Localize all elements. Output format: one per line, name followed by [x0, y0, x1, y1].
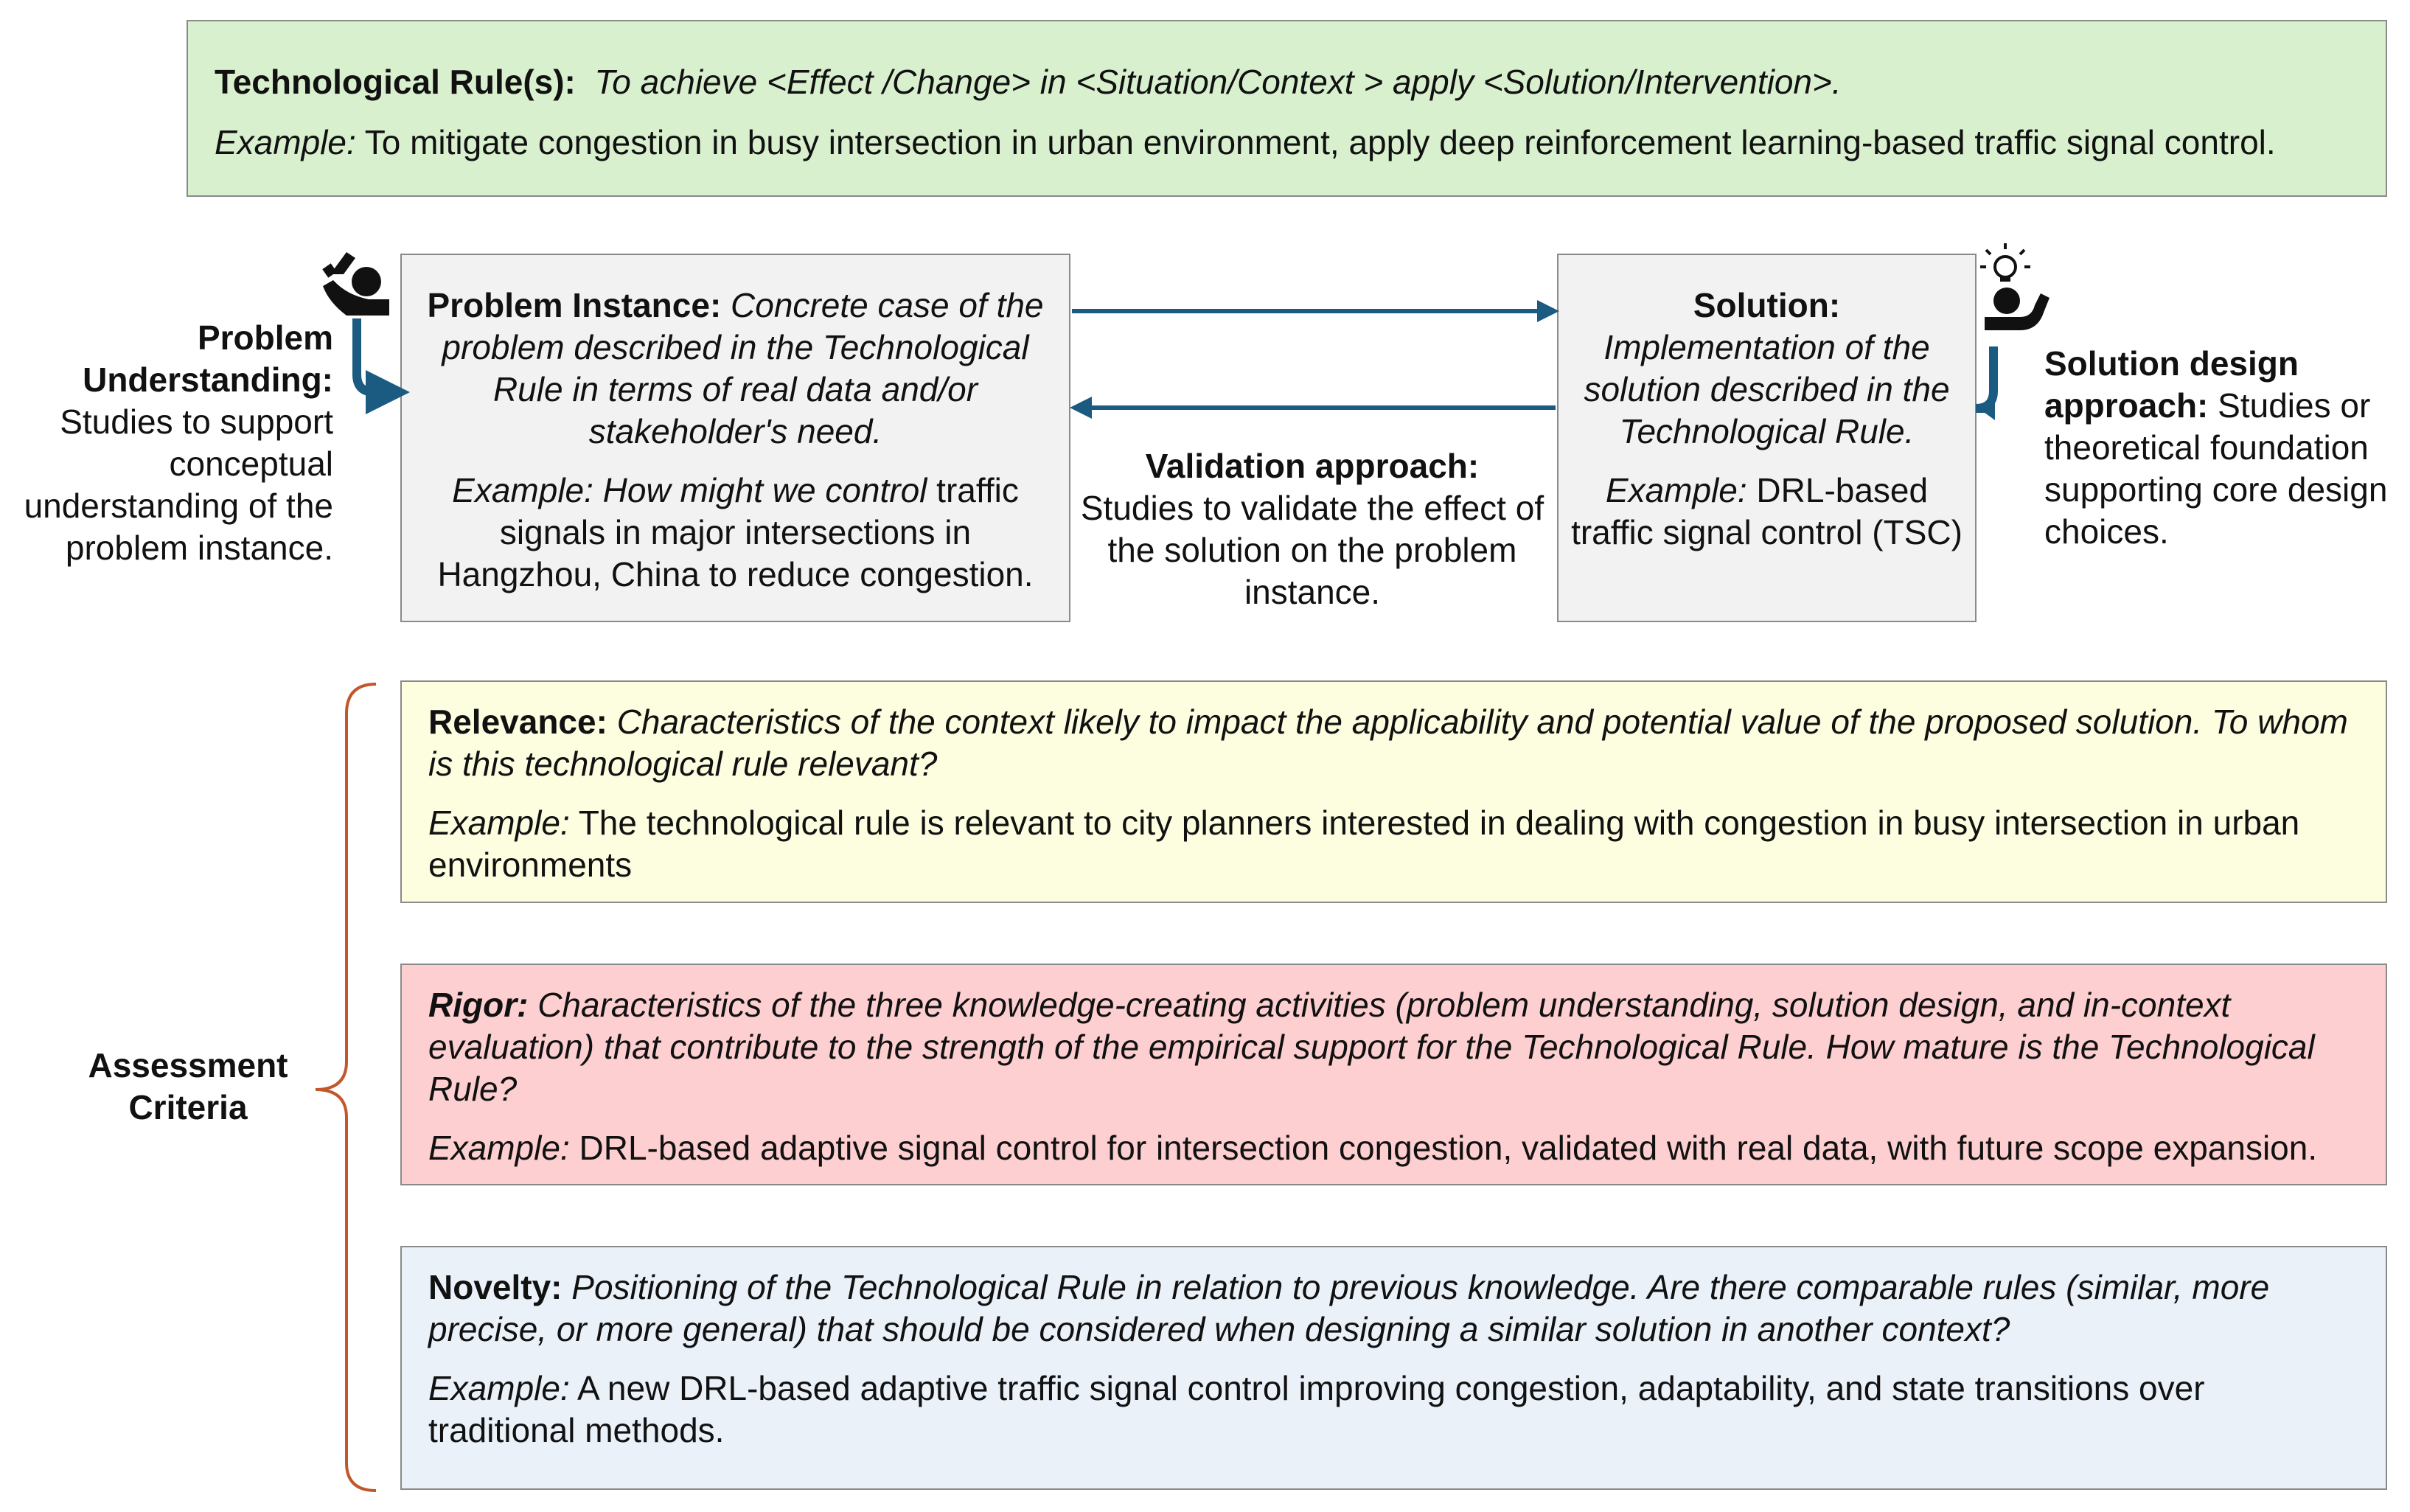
novelty-example-label: Example: [428, 1369, 570, 1407]
solution-label: Solution: [1693, 286, 1841, 324]
solution-design-loop-arrow [1976, 346, 1993, 408]
relevance-description: Characteristics of the context likely to impact the applicability and potential value of the proposed solution. To whom is this technological rule relevant? [428, 703, 2348, 783]
assessment-criteria-label: Assessment Criteria [88, 1046, 288, 1126]
problem-understanding-text: Studies to support conceptual understanding of the problem instance. [24, 403, 333, 567]
rigor-description: Characteristics of the three knowledge-creating activities (problem understanding, solution design, and in-context evaluation) that contribute to the strength of the empirical support for the Technological Rule. How mature is the Technological Rule? [428, 986, 2315, 1108]
rigor-example-text: DRL-based adaptive signal control for intersection congestion, validated with real data, with future scope expansion. [569, 1129, 2318, 1167]
rigor-label: Rigor: [428, 986, 529, 1024]
problem-instance-example-text: traffic signals in major intersections in Hangzhou, China to reduce congestion. [437, 471, 1034, 593]
problem-instance-description: Concrete case of the problem described in the Technological Rule in terms of real data and/or stakeholder's need. [442, 286, 1044, 450]
problem-instance-label: Problem Instance: [427, 286, 722, 324]
rigor-example-label: Example: [428, 1129, 570, 1167]
relevance-label: Relevance: [428, 703, 607, 741]
novelty-example-text: A new DRL-based adaptive traffic signal control improving congestion, adaptability, and state transitions over traditional methods. [428, 1369, 2205, 1449]
problem-instance-example-label: Example: How might we control [452, 471, 927, 509]
solution-description: Implementation of the solution described in the Technological Rule. [1584, 328, 1950, 450]
problem-understanding-loop-arrow [357, 318, 388, 392]
validation-approach-title: Validation approach: [1145, 447, 1480, 485]
novelty-description: Positioning of the Technological Rule in relation to previous knowledge. Are there comparable rules (similar, more precise, or more general) that should be considered when designing a similar solution in another context? [428, 1268, 2270, 1348]
solution-design-title: Solution design approach: [2044, 344, 2299, 425]
technological-rule-example-text: To mitigate congestion in busy intersection in urban environment, apply deep reinforcement learning-based traffic signal control. [355, 123, 2276, 161]
solution-example-text: DRL-based traffic signal control (TSC) [1571, 471, 1963, 551]
novelty-label: Novelty: [428, 1268, 563, 1306]
relevance-example-label: Example: [428, 804, 570, 842]
solution-example-label: Example: [1605, 471, 1747, 509]
technological-rule-template: To achieve <Effect /Change> in <Situation/Context > apply <Solution/Intervention>. [594, 63, 1842, 101]
problem-understanding-title: Problem Understanding: [83, 318, 333, 399]
technological-rule-label: Technological Rule(s): [215, 63, 576, 101]
relevance-example-text: The technological rule is relevant to city planners interested in dealing with congestion in busy intersection in urban environments [428, 804, 2300, 884]
person-idea-lightbulb-icon [1980, 243, 2049, 330]
technological-rule-example-label: Example: [215, 123, 356, 161]
solution-design-text: Studies or theoretical foundation supporting core design choices. [2044, 386, 2388, 551]
assessment-brace [316, 684, 376, 1491]
validation-approach-text: Studies to validate the effect of the solution on the problem instance. [1080, 489, 1544, 611]
person-thinking-icon [322, 252, 389, 316]
